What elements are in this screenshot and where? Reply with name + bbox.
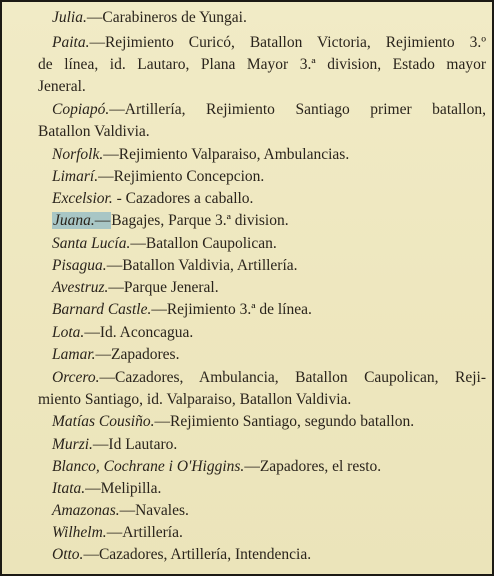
entry-line bbox=[2, 188, 486, 210]
separator: — bbox=[92, 436, 109, 453]
entry-text: Zapadores. bbox=[111, 346, 180, 363]
ship-name: Wilhelm. bbox=[52, 524, 107, 541]
entry-text: Batallon Valdivia, Artillería. bbox=[122, 257, 298, 274]
entry-text: Bagajes, Parque 3.ª division. bbox=[111, 212, 289, 229]
separator: — bbox=[98, 168, 114, 185]
entry-continuation: Jeneral. bbox=[38, 78, 86, 95]
entry-text: Id Lautaro. bbox=[108, 436, 178, 453]
separator: — bbox=[86, 9, 103, 26]
separator: - bbox=[112, 190, 126, 207]
separator: — bbox=[108, 279, 124, 296]
entry-continuation: Batallon Valdivia. bbox=[38, 123, 150, 140]
entry-text: Cazadores, Ambulancia, Batallon Caupolican, Reji- bbox=[115, 369, 486, 386]
ship-name: Avestruz. bbox=[52, 279, 109, 296]
search-highlight bbox=[52, 212, 111, 229]
ship-name: Santa Lucía. bbox=[52, 235, 131, 252]
separator: — bbox=[151, 301, 167, 318]
entry-line bbox=[2, 166, 486, 188]
ship-name: Lamar. bbox=[52, 346, 96, 363]
separator: — bbox=[106, 257, 123, 274]
entry-text: Parque Jeneral. bbox=[123, 279, 219, 296]
entry-line bbox=[2, 411, 486, 433]
entry-continuation: de línea, id. Lautaro, Plana Mayor 3.ª division, Estado mayor bbox=[38, 56, 486, 73]
entry-text: Rejimiento Concepcion. bbox=[113, 168, 265, 185]
separator: — bbox=[95, 346, 112, 363]
ship-name: Pisagua. bbox=[52, 257, 107, 274]
separator: — bbox=[119, 502, 136, 519]
separator: — bbox=[103, 146, 119, 163]
separator: — bbox=[244, 458, 260, 475]
entry-text: Cazadores a caballo. bbox=[125, 190, 254, 207]
entry-text: Artillería, Rejimiento Santiago primer batallon, bbox=[124, 101, 486, 118]
entry-line bbox=[2, 456, 486, 478]
ship-name: Limarí. bbox=[52, 168, 99, 185]
ship-name: Amazonas. bbox=[52, 502, 120, 519]
separator: — bbox=[85, 480, 101, 497]
separator: — bbox=[106, 524, 123, 541]
entry-line bbox=[2, 210, 486, 232]
entry-continuation: miento Santiago, id. Valparaiso, Batallon Valdivia. bbox=[38, 391, 352, 408]
entry-line bbox=[2, 255, 486, 277]
ship-name: Excelsior. bbox=[52, 190, 113, 207]
entry-line bbox=[2, 434, 486, 456]
entry-text: Rejimiento Curicó, Batallon Victoria, Rejimiento 3.º bbox=[104, 34, 486, 51]
entry-line bbox=[2, 544, 486, 566]
ship-name: Lota. bbox=[52, 324, 85, 341]
ship-name: Juana. bbox=[53, 212, 95, 229]
separator: — bbox=[99, 369, 115, 386]
entry-line bbox=[2, 7, 486, 29]
entry-text: Batallon Caupolican. bbox=[145, 235, 277, 252]
entry-text: Id. Aconcagua. bbox=[99, 324, 194, 341]
ship-name: Julia. bbox=[52, 9, 87, 26]
separator: — bbox=[130, 235, 146, 252]
separator: — bbox=[94, 212, 111, 229]
entry-text: Rejimiento Valparaiso, Ambulancias. bbox=[118, 146, 350, 163]
entry-line bbox=[2, 500, 486, 522]
entry-line bbox=[2, 478, 486, 500]
separator: — bbox=[109, 101, 125, 118]
ship-name: Otto. bbox=[52, 546, 84, 563]
ship-name: Copiapó. bbox=[52, 101, 110, 118]
ship-name: Orcero. bbox=[52, 369, 100, 386]
entry-line bbox=[2, 233, 486, 255]
ship-name: Norfolk. bbox=[52, 146, 104, 163]
entry-line bbox=[2, 322, 486, 344]
entry-line bbox=[2, 344, 486, 366]
entry-text: Cazadores, Artillería, Intendencia. bbox=[98, 546, 312, 563]
entry-text: Rejimiento Santiago, segundo batallon. bbox=[169, 413, 415, 430]
ship-name: Murzi. bbox=[52, 436, 93, 453]
separator: — bbox=[154, 413, 170, 430]
entry-text: Rejimiento 3.ª de línea. bbox=[166, 301, 312, 318]
entry-text: Navales. bbox=[135, 502, 189, 519]
ship-name: Paita. bbox=[52, 34, 90, 51]
entry-line bbox=[2, 522, 486, 544]
separator: — bbox=[84, 324, 100, 341]
separator: — bbox=[83, 546, 99, 563]
entry-text: Melipilla. bbox=[100, 480, 162, 497]
entry-text: Artillería. bbox=[122, 524, 183, 541]
ship-name: Barnard Castle. bbox=[52, 301, 152, 318]
entry-line bbox=[2, 277, 486, 299]
entry-line bbox=[2, 32, 486, 54]
entry-text: Zapadores, el resto. bbox=[259, 458, 382, 475]
ship-name: Itata. bbox=[52, 480, 86, 497]
entry-line bbox=[2, 99, 486, 121]
ship-name: Blanco, Cochrane i O'Higgins. bbox=[52, 458, 245, 475]
entry-line bbox=[2, 299, 486, 321]
entry-line bbox=[2, 367, 486, 389]
entry-line bbox=[2, 144, 486, 166]
entry-text: Carabineros de Yungai. bbox=[102, 9, 247, 26]
separator: — bbox=[89, 34, 105, 51]
ship-name: Matías Cousiño. bbox=[52, 413, 155, 430]
